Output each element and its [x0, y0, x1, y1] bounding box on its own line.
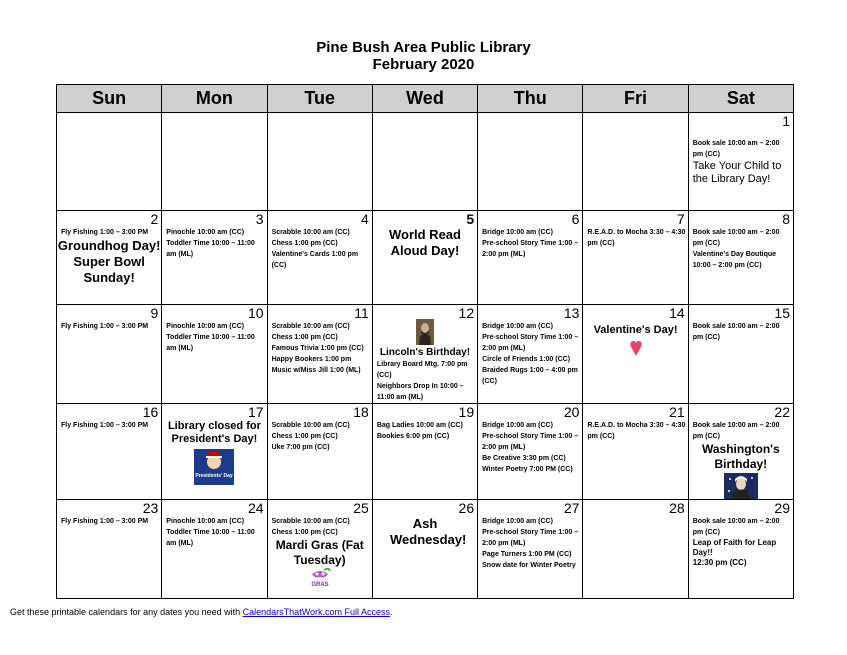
- holiday: Valentine's Day!: [593, 324, 678, 336]
- month-title: February 2020: [372, 56, 475, 73]
- event: Library Board Mtg. 7:00 pm (CC): [376, 361, 468, 379]
- day-cell-20: [478, 404, 583, 500]
- event: Music w/Miss Jill 1:00 (ML): [271, 367, 361, 374]
- empty-day-cell: [372, 113, 477, 211]
- event: Bridge 10:00 am (CC): [482, 229, 553, 236]
- event: Scrabble 10:00 am (CC): [271, 323, 350, 330]
- day-number: 2: [150, 211, 159, 227]
- footer-text: Get these printable calendars for any dates you need with: [10, 607, 243, 617]
- day-cell-5: [372, 211, 477, 305]
- day-number: 11: [354, 305, 369, 321]
- day-number: 8: [782, 211, 790, 227]
- day-cell-10: [162, 305, 267, 404]
- day-number: 29: [774, 500, 790, 516]
- mardi-gras-caption: GRAS: [311, 582, 329, 588]
- event: Be Creative 3:30 pm (CC): [482, 455, 566, 462]
- event: Happy Bookers 1:00 pm: [271, 356, 352, 363]
- weekday-thu: Thu: [478, 85, 583, 113]
- weekday-fri: Fri: [583, 85, 688, 113]
- day-cell-3: [162, 211, 267, 305]
- heart-icon: [630, 339, 642, 357]
- day-number: 10: [247, 305, 264, 321]
- day-number: 25: [353, 500, 369, 516]
- event: Circle of Friends 1:00 (CC): [482, 356, 571, 363]
- event: Toddler Time 10:00 – 11:00 am (ML): [166, 529, 255, 547]
- day-cell-28: [583, 500, 688, 599]
- day-number: 9: [150, 305, 159, 321]
- day-cell-6: [478, 211, 583, 305]
- week-row: [57, 500, 794, 599]
- presidents-day-icon: [194, 449, 234, 485]
- event: Famous Trivia 1:00 pm (CC): [271, 345, 364, 352]
- day-cell-1: [688, 113, 793, 211]
- event: R.E.A.D. to Mocha 3:30 – 4:30 pm (CC): [587, 422, 686, 440]
- event: Neighbors Drop In 10:00 – 11:00 am (ML): [376, 383, 464, 401]
- event: Braided Rugs 1:00 – 4:00 pm (CC): [482, 367, 578, 385]
- event: Book sale 10:00 am – 2:00 pm (CC): [692, 518, 780, 536]
- event: Fly Fishing 1:00 – 3:00 PM: [61, 422, 149, 429]
- empty-day-cell: [57, 113, 162, 211]
- day-cell-8: [688, 211, 793, 305]
- day-cell-26: [372, 500, 477, 599]
- weekday-sat: Sat: [688, 85, 793, 113]
- event: Chess 1:00 pm (CC): [271, 240, 338, 247]
- event: Bridge 10:00 am (CC): [482, 323, 553, 330]
- day-cell-22: [688, 404, 793, 500]
- event: Pinochle 10:00 am (CC): [166, 323, 245, 330]
- event: Bag Ladies 10:00 am (CC): [376, 422, 463, 429]
- day-number: 21: [669, 404, 685, 420]
- day-number: 6: [571, 211, 580, 227]
- footer: [10, 607, 393, 617]
- weekday-mon: Mon: [162, 85, 267, 113]
- day-number: 24: [247, 500, 264, 516]
- day-cell-24: [162, 500, 267, 599]
- calendarsthatwork-link[interactable]: CalendarsThatWork.com Full Access: [242, 607, 391, 617]
- footer-end: .: [390, 607, 393, 617]
- day-number: 26: [458, 500, 475, 516]
- event: Page Turners 1:00 PM (CC): [482, 551, 572, 558]
- event: Toddler Time 10:00 – 11:00 am (ML): [166, 334, 255, 352]
- event: Chess 1:00 pm (CC): [271, 433, 338, 440]
- day-cell-29: [688, 500, 793, 599]
- weekday-tue: Tue: [267, 85, 372, 113]
- holiday: Library closed for President's Day!: [167, 420, 261, 445]
- day-number: 4: [361, 211, 369, 227]
- event: Book sale 10:00 am – 2:00 pm (CC): [692, 140, 780, 158]
- day-number: 19: [458, 404, 475, 420]
- week-row: [57, 305, 794, 404]
- day-number: 14: [669, 305, 685, 321]
- event: Book sale 10:00 am – 2:00 pm (CC): [692, 422, 780, 440]
- library-title: Pine Bush Area Public Library: [316, 39, 531, 56]
- empty-day-cell: [267, 113, 372, 211]
- day-number: 22: [774, 404, 790, 420]
- event: Bridge 10:00 am (CC): [482, 518, 553, 525]
- day-cell-12: [372, 305, 477, 404]
- week-row: [57, 404, 794, 500]
- weekday-sun: Sun: [57, 85, 162, 113]
- event: 12:30 pm (CC): [692, 558, 747, 567]
- day-cell-2: [57, 211, 162, 305]
- event: Scrabble 10:00 am (CC): [271, 229, 350, 236]
- day-cell-16: [57, 404, 162, 500]
- week-row: [57, 113, 794, 211]
- day-cell-9: [57, 305, 162, 404]
- day-cell-27: [478, 500, 583, 599]
- weekday-wed: Wed: [372, 85, 477, 113]
- event: Uke 7:00 pm (CC): [271, 444, 330, 451]
- holiday: Ash Wednesday!: [389, 516, 467, 547]
- holiday: World Read Aloud Day!: [388, 227, 461, 258]
- day-number: 5: [466, 211, 475, 227]
- day-number: 20: [563, 404, 580, 420]
- empty-day-cell: [162, 113, 267, 211]
- day-number: 12: [458, 305, 475, 321]
- event: Book sale 10:00 am – 2:00 pm (CC): [692, 323, 780, 341]
- empty-day-cell: [478, 113, 583, 211]
- event: Bookies 6:00 pm (CC): [376, 433, 450, 440]
- event: Scrabble 10:00 am (CC): [271, 518, 350, 525]
- day-cell-13: [478, 305, 583, 404]
- event: Fly Fishing 1:00 – 3:00 PM: [61, 323, 149, 330]
- day-cell-11: [267, 305, 372, 404]
- day-number: 15: [774, 305, 790, 321]
- event: Scrabble 10:00 am (CC): [271, 422, 350, 429]
- weekday-header-row: [57, 85, 794, 113]
- day-cell-19: [372, 404, 477, 500]
- event: Pre-school Story Time 1:00 – 2:00 pm (ML): [482, 334, 579, 352]
- event: Chess 1:00 pm (CC): [271, 529, 338, 536]
- holiday: Lincoln's Birthday!: [379, 347, 471, 358]
- event: Chess 1:00 pm (CC): [271, 334, 338, 341]
- mardi-gras-mask-icon: [309, 568, 331, 588]
- holiday: Groundhog Day!: [57, 238, 161, 253]
- event: Take Your Child to the Library Day!: [692, 160, 782, 185]
- day-cell-18: [267, 404, 372, 500]
- day-cell-21: [583, 404, 688, 500]
- presidents-day-caption: Presidents' Day: [195, 473, 234, 479]
- event: Winter Poetry 7:00 PM (CC): [482, 466, 573, 473]
- event: Pre-school Story Time 1:00 – 2:00 pm (ML): [482, 529, 579, 547]
- day-number: 3: [255, 211, 264, 227]
- event: Pre-school Story Time 1:00 – 2:00 pm (ML): [482, 240, 579, 258]
- day-cell-17: [162, 404, 267, 500]
- day-number: 17: [247, 404, 264, 420]
- day-number: 27: [563, 500, 580, 516]
- lincoln-portrait-icon: [416, 319, 434, 345]
- holiday: Mardi Gras (Fat Tuesday): [275, 538, 364, 567]
- event: Snow date for Winter Poetry: [482, 562, 576, 569]
- event: R.E.A.D. to Mocha 3:30 – 4:30 pm (CC): [587, 229, 686, 247]
- event: Toddler Time 10:00 – 11:00 am (ML): [166, 240, 255, 258]
- day-number: 7: [676, 211, 685, 227]
- day-cell-25: [267, 500, 372, 599]
- day-cell-23: [57, 500, 162, 599]
- day-cell-7: [583, 211, 688, 305]
- day-number: 16: [142, 404, 159, 420]
- day-number: 1: [782, 113, 790, 129]
- day-number: 23: [142, 500, 159, 516]
- event: Valentine's Day Boutique 10:00 – 2:00 pm (CC): [692, 251, 777, 269]
- event: Pinochle 10:00 am (CC): [166, 229, 245, 236]
- day-number: 18: [353, 404, 369, 420]
- day-number: 28: [669, 500, 685, 516]
- day-cell-15: [688, 305, 793, 404]
- calendar-grid: [56, 84, 794, 599]
- event: Pinochle 10:00 am (CC): [166, 518, 245, 525]
- event: Bridge 10:00 am (CC): [482, 422, 553, 429]
- event: Leap of Faith for Leap Day!!: [692, 538, 777, 557]
- event: Pre-school Story Time 1:00 – 2:00 pm (ML): [482, 433, 579, 451]
- holiday: Washington's Birthday!: [701, 442, 780, 471]
- day-cell-14: [583, 305, 688, 404]
- event: Book sale 10:00 am – 2:00 pm (CC): [692, 229, 780, 247]
- holiday: Super Bowl Sunday!: [73, 254, 145, 285]
- day-number: 13: [563, 305, 580, 321]
- week-row: [57, 211, 794, 305]
- event: Valentine's Cards 1:00 pm (CC): [271, 251, 359, 269]
- empty-day-cell: [583, 113, 688, 211]
- event: Fly Fishing 1:00 – 3:00 PM: [61, 229, 149, 236]
- day-cell-4: [267, 211, 372, 305]
- washington-portrait-icon: [724, 473, 758, 499]
- event: Fly Fishing 1:00 – 3:00 PM: [61, 518, 149, 525]
